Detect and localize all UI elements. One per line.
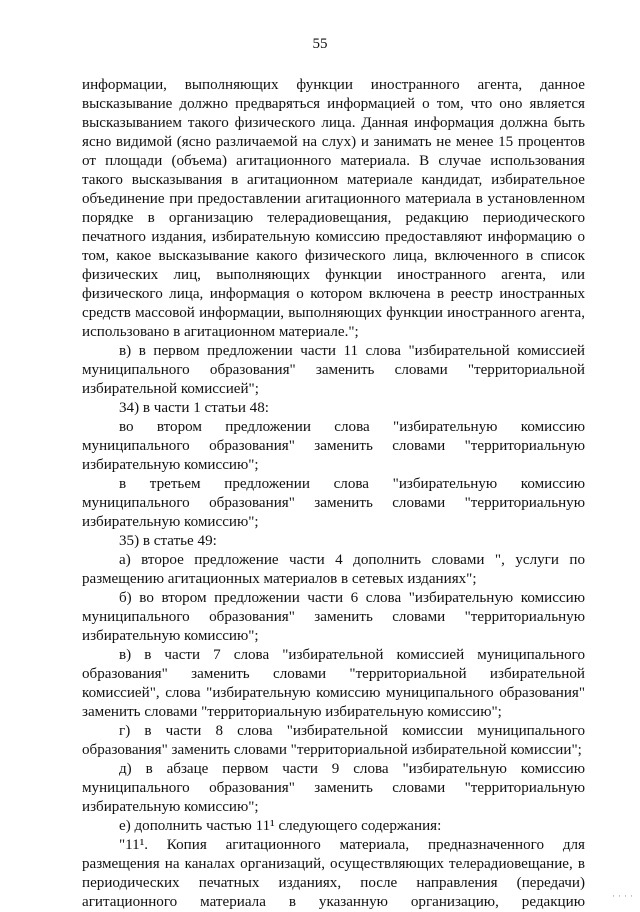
text-line: во втором предложении слова "избирательную комиссию — [119, 419, 585, 435]
text-line: избирательную комиссию"; — [82, 514, 259, 530]
text-line: размещения на каналах организаций, осуществляющих телерадиовещание, в — [82, 856, 585, 872]
text-line: объединение при предоставлении агитационного материала в установленном — [82, 191, 585, 207]
text-line: размещению агитационных материалов в сетевых изданиях"; — [82, 571, 477, 587]
text-line: агитационного материала в указанную организацию, редакцию — [82, 894, 585, 910]
text-line: информации, выполняющих функции иностранного агента, данное — [82, 77, 585, 93]
text-line: 34) в части 1 статьи 48: — [119, 400, 269, 416]
text-line: печатного издания, избирательную комиссию предоставляют информацию о — [82, 229, 585, 245]
page-number: 55 — [312, 36, 328, 52]
text-line: ясно видимой (ясно различаемой на слух) и занимать не менее 15 процентов — [82, 134, 585, 150]
text-line: в) в части 7 слова "избирательной комиссией муниципального — [119, 647, 585, 663]
text-line: избирательной комиссией"; — [82, 381, 259, 397]
text-line: комиссией", слова "избирательную комиссию муниципального образования" — [82, 685, 585, 701]
text-line: избирательную комиссию"; — [82, 799, 259, 815]
text-line: высказывание должно предваряться информацией о том, что оно является — [82, 96, 585, 112]
text-line: порядке в организацию телерадиовещания, редакцию периодического — [82, 210, 585, 226]
scan-mark: ···· — [612, 891, 636, 901]
text-line: периодических печатных изданиях, после направления (передачи) — [82, 875, 585, 891]
text-line: физических лиц, выполняющих функции иностранного агента, или — [82, 267, 585, 283]
text-line: такого высказывания в агитационном материале кандидат, избирательное — [82, 172, 585, 188]
text-line: муниципального образования" заменить словами "территориальную — [82, 438, 585, 454]
text-line: муниципального образования" заменить словами "территориальную — [82, 609, 585, 625]
text-line: в) в первом предложении части 11 слова "избирательной комиссией — [119, 343, 585, 359]
text-line: физического лица, информация о котором включена в реестр иностранных — [82, 286, 585, 302]
text-line: том, какое высказывание какого физического лица, включенного в список — [82, 248, 585, 264]
text-line: д) в абзаце первом части 9 слова "избирательную комиссию — [119, 761, 585, 777]
text-line: высказыванием такого физического лица. Данная информация должна быть — [82, 115, 585, 131]
text-line: избирательную комиссию"; — [82, 457, 259, 473]
text-line: 35) в статье 49: — [119, 533, 217, 549]
text-line: избирательную комиссию"; — [82, 628, 259, 644]
text-line: образования" заменить словами "территориальной избирательной комиссии"; — [82, 742, 582, 758]
text-line: муниципального образования" заменить словами "территориальную — [82, 780, 585, 796]
text-line: в третьем предложении слова "избирательную комиссию — [119, 476, 585, 492]
text-line: заменить словами "территориальную избирательную комиссию"; — [82, 704, 502, 720]
text-line: средств массовой информации, выполняющих функции иностранного агента, — [82, 305, 585, 321]
text-line: муниципального образования" заменить словами "территориальную — [82, 495, 585, 511]
text-line: от площади (объема) агитационного материала. В случае использования — [82, 153, 585, 169]
text-line: б) во втором предложении части 6 слова "избирательную комиссию — [119, 590, 585, 606]
text-line: образования" заменить словами "территориальной избирательной — [82, 666, 585, 682]
text-line: е) дополнить частью 11¹ следующего содержания: — [119, 818, 442, 834]
text-line: использовано в агитационном материале."; — [82, 324, 359, 340]
text-line: а) второе предложение части 4 дополнить словами ", услуги по — [119, 552, 585, 568]
text-line: муниципального образования" заменить словами "территориальной — [82, 362, 585, 378]
text-line: г) в части 8 слова "избирательной комиссии муниципального — [119, 723, 585, 739]
text-line: "11¹. Копия агитационного материала, предназначенного для — [119, 837, 585, 853]
